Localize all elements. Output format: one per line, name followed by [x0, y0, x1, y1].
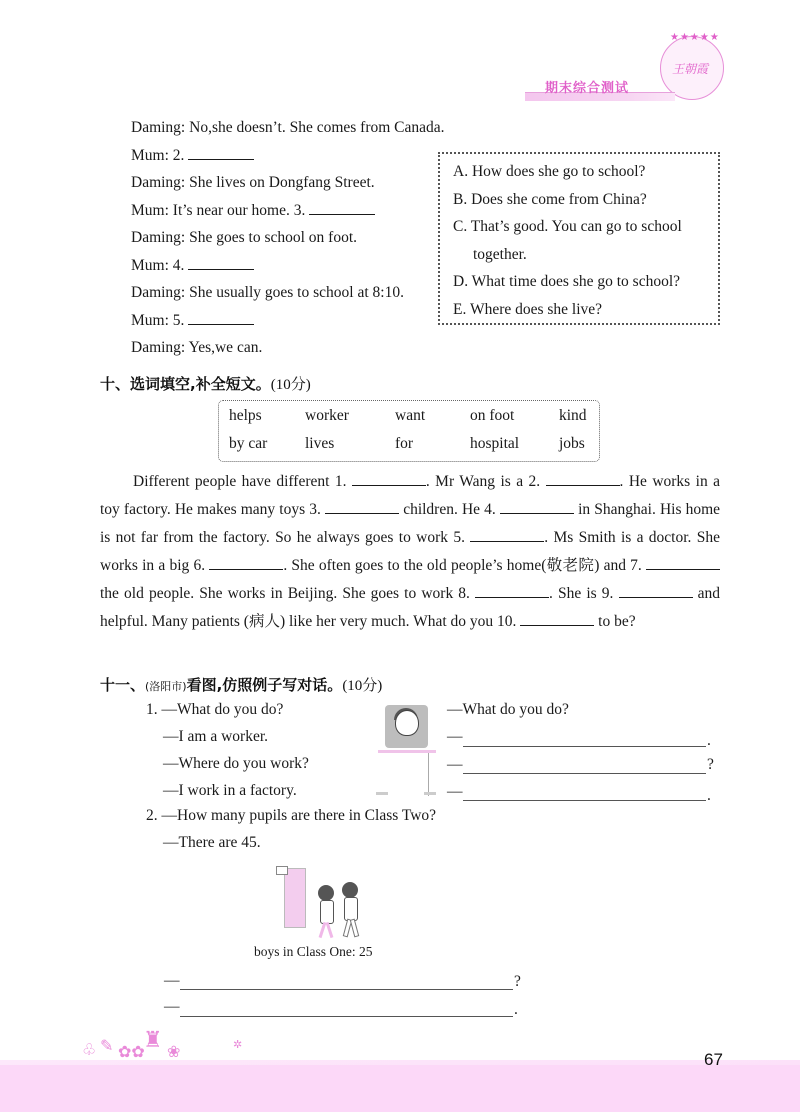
speaker: Daming:: [131, 339, 186, 356]
passage-text: to be?: [598, 613, 636, 630]
word: by car: [229, 435, 268, 452]
dialogue-line: [131, 279, 445, 307]
section-11-title-text: 看图,仿照例子写对话。: [186, 676, 343, 694]
answer-blank[interactable]: [188, 310, 254, 325]
passage-text: Different people have different 1.: [133, 473, 347, 490]
option-e: E. Where does she live?: [453, 300, 603, 318]
word: lives: [305, 435, 335, 452]
q2-end: ?: [514, 973, 521, 990]
word: kind: [559, 407, 587, 424]
word: helps: [229, 407, 262, 424]
boy-2-head: [342, 882, 358, 898]
word: on foot: [470, 407, 515, 424]
boy-2-body: [344, 897, 358, 921]
option-d: D. What time does she go to school?: [453, 273, 681, 290]
option-a: A. How does she go to school?: [453, 163, 646, 180]
speaker: Daming:: [131, 174, 186, 191]
q2-example-1: [146, 802, 436, 830]
dialogue-text: Yes,we can.: [188, 339, 263, 356]
cloze-passage: [100, 468, 720, 636]
section-11-city: (洛阳市): [145, 680, 187, 693]
passage-text: . Ms Smith is a doctor. She works in a big 6.: [100, 529, 720, 574]
section-11-prefix: 十一、: [100, 676, 146, 694]
passage-text: . She often goes to the old people’s home(敬老院) and 7.: [283, 557, 642, 574]
blank-6[interactable]: [209, 555, 283, 570]
dialogue-line: [131, 334, 445, 362]
word: worker: [305, 407, 349, 424]
word-bank: [218, 400, 600, 462]
dialogue-line: [131, 142, 445, 170]
passage-text: the old people. She works in Beijing. She goes to work 8.: [100, 585, 470, 602]
q1-answer-line-3[interactable]: [463, 799, 706, 801]
q1-answer-line-2[interactable]: [463, 772, 706, 774]
dialogue-line: [131, 224, 445, 252]
word: for: [395, 435, 414, 452]
word: hospital: [470, 435, 520, 452]
word: want: [395, 407, 426, 424]
dialogue-text: 5.: [172, 311, 185, 329]
teacher-head: [395, 710, 419, 736]
speaker: Daming:: [131, 284, 186, 301]
badge-name: 王朝霞: [672, 62, 709, 76]
speaker: Mum:: [131, 201, 169, 219]
teacher-desk-stand: [403, 753, 429, 796]
q2-example-text: —How many pupils are there in Class Two?: [161, 807, 437, 824]
dialogue-text: She lives on Dongfang Street.: [189, 174, 375, 191]
badge-stars-icon: ★★★★★: [670, 32, 720, 43]
dialogue-text: No,she doesn’t. She comes from Canada.: [189, 119, 445, 136]
section-10-points: (10分): [270, 377, 311, 393]
blank-1[interactable]: [352, 471, 426, 486]
q1-end: .: [707, 787, 711, 804]
pencil-icon: ✎: [100, 1036, 114, 1055]
speaker: Mum:: [131, 256, 169, 274]
speaker: Mum:: [131, 311, 169, 329]
speaker: Mum:: [131, 146, 169, 164]
boy-2-leg: [350, 919, 359, 938]
speaker: Daming:: [131, 229, 186, 246]
passage-text: . She is 9.: [549, 585, 614, 602]
dialogue: [131, 114, 445, 362]
blank-9[interactable]: [619, 583, 693, 598]
q2-answer-line-1[interactable]: [180, 988, 513, 990]
q1-example-1: [146, 696, 283, 724]
section-11-title: [100, 674, 382, 695]
dialogue-text: She goes to school on foot.: [189, 229, 358, 246]
q1-prompt: —What do you do?: [447, 701, 569, 718]
passage-text: children. He 4.: [403, 501, 496, 518]
blank-8[interactable]: [475, 583, 549, 598]
boy-1-leg: [326, 922, 334, 938]
dialogue-line: [131, 114, 445, 142]
section-11-points: (10分): [342, 678, 383, 694]
section-10-title-text: 十、选词填空,补全短文。: [100, 375, 271, 393]
page-number: 67: [704, 1050, 723, 1069]
option-b: B. Does she come from China?: [453, 190, 647, 208]
dialogue-line: [131, 307, 445, 335]
tree-icon: ♧: [82, 1040, 97, 1059]
dialogue-line: [131, 252, 445, 280]
blank-2[interactable]: [546, 471, 620, 486]
q1-dash: —: [447, 728, 463, 745]
word: jobs: [559, 435, 585, 452]
q1-dash: —: [447, 783, 463, 800]
passage-text: and helpful. Many patients (病人) like her very much. What do you 10.: [100, 585, 721, 630]
blank-4[interactable]: [500, 499, 574, 514]
q1-answer-line-1[interactable]: [463, 745, 706, 747]
q1-example-3: —Where do you work?: [163, 755, 309, 772]
blank-5[interactable]: [470, 527, 544, 542]
answer-blank[interactable]: [188, 145, 254, 160]
q1-end: ?: [707, 756, 714, 773]
dialogue-text: 2.: [172, 146, 185, 164]
answer-blank[interactable]: [309, 200, 375, 215]
dialogue-text: 4.: [172, 256, 185, 274]
dialogue-line: [131, 169, 445, 197]
blank-10[interactable]: [520, 611, 594, 626]
answer-blank[interactable]: [188, 255, 254, 270]
q2-caption: boys in Class One: 25: [254, 944, 373, 959]
cloud-icon: ✲: [233, 1038, 243, 1051]
dialogue-text: It’s near our home. 3.: [172, 201, 306, 219]
passage-text: in Shanghai. His home is not far from the factory. So he always goes to work 5.: [100, 501, 721, 546]
teacher-desk-base: [376, 792, 436, 795]
section-10-title: [100, 373, 311, 394]
header-section-title: 期末综合测试: [545, 81, 630, 96]
q2-dash: —: [164, 972, 180, 989]
option-c-cont: together.: [473, 245, 527, 263]
castle-icon: ♜: [143, 1028, 163, 1053]
q2-number: 2.: [146, 807, 158, 824]
q1-example-4: —I work in a factory.: [163, 782, 297, 799]
q2-example-2: —There are 45.: [163, 834, 261, 851]
flowers-icon: ✿✿: [118, 1042, 145, 1061]
dialogue-line: [131, 197, 445, 225]
footer-band: [0, 1065, 800, 1112]
class-sign: [276, 866, 288, 875]
q1-end: .: [707, 732, 711, 749]
boy-1-head: [318, 885, 334, 901]
q1-dash: —: [447, 756, 463, 773]
options-box: [438, 152, 720, 325]
q2-dash: —: [164, 998, 180, 1015]
speaker: Daming:: [131, 119, 186, 136]
cake-icon: ❀: [167, 1042, 181, 1061]
q1-example-2: —I am a worker.: [163, 728, 269, 745]
blank-7[interactable]: [646, 555, 720, 570]
classroom-door: [284, 868, 306, 928]
q1-number: 1.: [146, 701, 158, 718]
q1-example-text: —What do you do?: [161, 701, 284, 718]
dialogue-text: She usually goes to school at 8:10.: [189, 284, 404, 301]
option-c: C. That’s good. You can go to school: [453, 218, 682, 235]
passage-text: . Mr Wang is a 2.: [425, 473, 541, 490]
passage-text: . He works in a toy factory. He makes many toys 3.: [100, 473, 720, 518]
q2-end: .: [514, 1001, 518, 1018]
boy-1-body: [320, 900, 334, 924]
blank-3[interactable]: [325, 499, 399, 514]
q2-answer-line-2[interactable]: [180, 1015, 513, 1017]
